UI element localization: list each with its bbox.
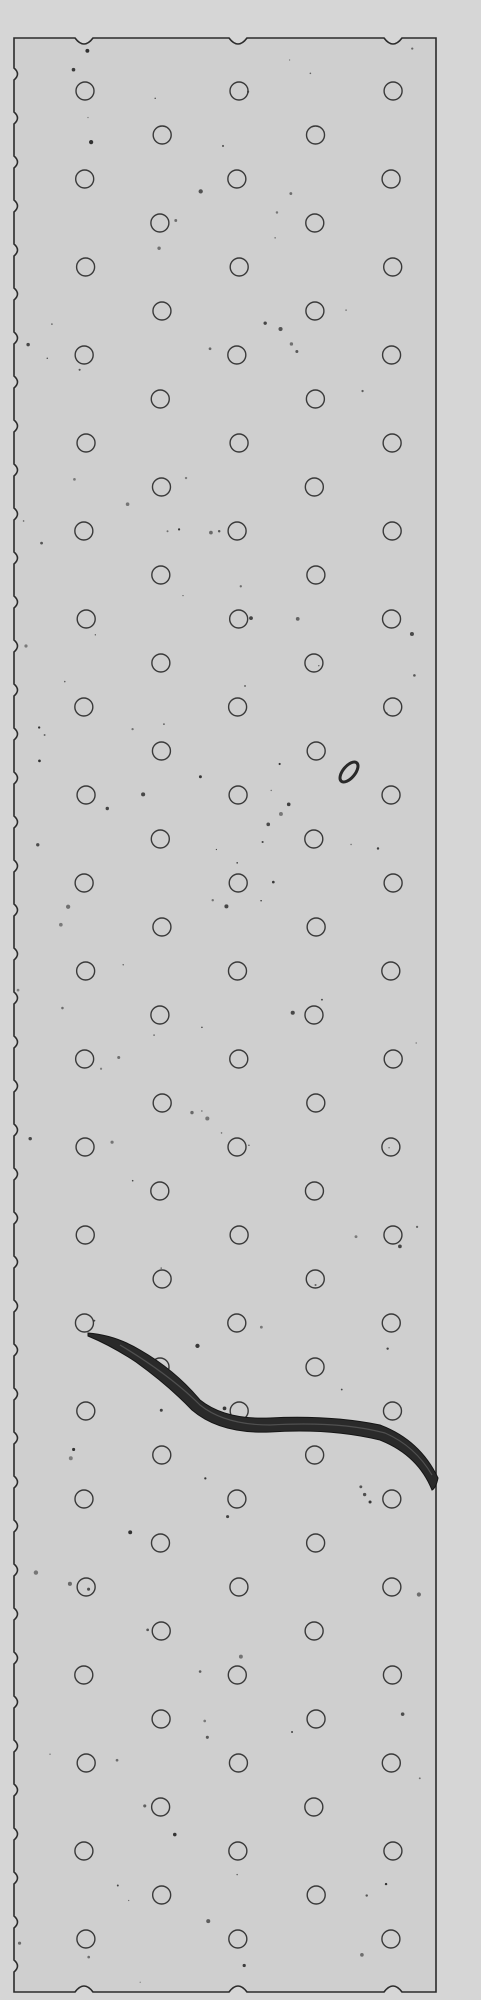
debris-speck (34, 1570, 38, 1574)
debris-speck (222, 145, 224, 147)
debris-speck (249, 616, 253, 620)
debris-speck (360, 1953, 364, 1957)
debris-speck (72, 1448, 75, 1451)
debris-speck (247, 91, 249, 93)
debris-speck (377, 847, 379, 849)
microfluidic-chamber (14, 38, 436, 1992)
debris-speck (413, 674, 416, 677)
debris-speck (117, 1885, 119, 1887)
debris-speck (260, 900, 261, 901)
debris-speck (221, 1132, 223, 1134)
debris-speck (23, 520, 25, 522)
debris-speck (295, 350, 298, 353)
debris-speck (260, 1326, 263, 1329)
debris-speck (310, 73, 312, 75)
debris-speck (419, 1777, 421, 1779)
debris-speck (262, 841, 264, 843)
debris-speck (296, 617, 300, 621)
debris-speck (49, 1754, 50, 1755)
debris-speck (93, 1320, 95, 1322)
debris-speck (28, 1137, 31, 1140)
debris-speck (289, 59, 290, 60)
debris-speck (26, 343, 29, 346)
debris-speck (416, 1042, 417, 1043)
debris-speck (131, 728, 133, 730)
debris-speck (87, 117, 88, 118)
debris-speck (18, 1942, 21, 1945)
debris-speck (128, 1900, 129, 1901)
debris-speck (59, 923, 63, 927)
debris-speck (61, 1007, 64, 1010)
debris-speck (279, 812, 283, 816)
debris-speck (128, 1530, 132, 1534)
debris-speck (205, 1116, 209, 1120)
debris-speck (201, 1027, 202, 1028)
debris-speck (173, 1833, 177, 1837)
debris-speck (79, 369, 81, 371)
debris-speck (153, 1034, 154, 1035)
debris-speck (132, 1180, 134, 1182)
debris-speck (182, 595, 183, 596)
debris-speck (68, 1582, 72, 1586)
debris-speck (363, 1493, 366, 1496)
debris-speck (64, 681, 66, 683)
debris-speck (345, 309, 347, 311)
debris-speck (236, 862, 238, 864)
debris-speck (386, 712, 388, 714)
debris-speck (318, 665, 319, 666)
debris-speck (89, 140, 93, 144)
debris-speck (146, 1629, 149, 1632)
debris-speck (199, 1670, 202, 1673)
debris-speck (350, 844, 351, 845)
debris-speck (38, 726, 40, 728)
debris-speck (355, 1235, 358, 1238)
debris-speck (85, 49, 89, 53)
debris-speck (218, 530, 220, 532)
debris-speck (401, 1712, 405, 1716)
debris-speck (244, 685, 246, 687)
debris-speck (174, 219, 177, 222)
debris-speck (290, 342, 293, 345)
debris-speck (223, 1407, 227, 1411)
debris-speck (274, 237, 275, 238)
debris-speck (143, 1804, 146, 1807)
debris-speck (51, 323, 53, 325)
debris-speck (369, 1500, 372, 1503)
debris-speck (201, 1110, 202, 1111)
debris-speck (226, 1515, 229, 1518)
debris-speck (236, 1874, 237, 1875)
debris-speck (411, 47, 413, 49)
debris-speck (73, 478, 76, 481)
debris-speck (36, 843, 39, 846)
debris-speck (40, 542, 43, 545)
debris-speck (24, 644, 27, 647)
debris-speck (410, 632, 414, 636)
debris-speck (289, 192, 292, 195)
debris-speck (239, 1655, 243, 1659)
debris-speck (206, 1736, 209, 1739)
debris-speck (17, 989, 20, 992)
debris-speck (160, 1409, 163, 1412)
debris-speck (341, 1389, 343, 1391)
debris-speck (272, 881, 275, 884)
debris-speck (248, 1144, 250, 1146)
debris-speck (398, 1244, 402, 1248)
debris-speck (361, 390, 363, 392)
debris-speck (291, 1011, 295, 1015)
debris-speck (206, 1919, 210, 1923)
debris-speck (315, 1284, 317, 1286)
debris-speck (72, 68, 76, 72)
debris-speck (116, 1759, 119, 1762)
debris-speck (106, 807, 109, 810)
debris-speck (190, 1111, 193, 1114)
debris-speck (141, 792, 145, 796)
debris-speck (212, 899, 214, 901)
debris-speck (388, 1147, 389, 1148)
debris-speck (203, 1720, 206, 1723)
debris-speck (263, 321, 266, 324)
debris-speck (204, 1477, 206, 1479)
debris-speck (185, 477, 187, 479)
debris-speck (321, 999, 323, 1001)
debris-speck (66, 905, 70, 909)
debris-speck (87, 1956, 90, 1959)
debris-speck (199, 775, 202, 778)
debris-speck (224, 904, 228, 908)
debris-speck (386, 1347, 388, 1349)
debris-speck (266, 823, 270, 827)
debris-speck (291, 1731, 293, 1733)
debris-speck (95, 634, 96, 635)
debris-speck (178, 528, 180, 530)
debris-speck (100, 1068, 102, 1070)
debris-speck (38, 760, 41, 763)
debris-speck (69, 1456, 73, 1460)
debris-speck (154, 98, 155, 99)
debris-speck (359, 1485, 362, 1488)
debris-speck (157, 247, 160, 250)
debris-speck (163, 723, 164, 724)
debris-speck (243, 1964, 246, 1967)
debris-speck (276, 211, 278, 213)
debris-speck (385, 1883, 387, 1885)
debris-speck (126, 502, 130, 506)
debris-speck (117, 1056, 120, 1059)
debris-speck (216, 849, 217, 850)
debris-speck (278, 327, 282, 331)
debris-speck (240, 585, 242, 587)
debris-speck (47, 358, 49, 360)
debris-speck (110, 1141, 113, 1144)
debris-speck (365, 1894, 367, 1896)
debris-speck (122, 964, 123, 965)
debris-speck (199, 189, 203, 193)
debris-speck (416, 1226, 418, 1228)
debris-speck (160, 1267, 161, 1268)
debris-speck (44, 734, 46, 736)
debris-speck (287, 803, 291, 807)
debris-speck (195, 1344, 199, 1348)
debris-speck (209, 531, 213, 535)
debris-speck (270, 790, 271, 791)
debris-speck (87, 1588, 90, 1591)
debris-speck (140, 1982, 141, 1983)
debris-speck (167, 530, 169, 532)
debris-speck (279, 763, 281, 765)
debris-speck (417, 1592, 421, 1596)
debris-speck (209, 347, 212, 350)
